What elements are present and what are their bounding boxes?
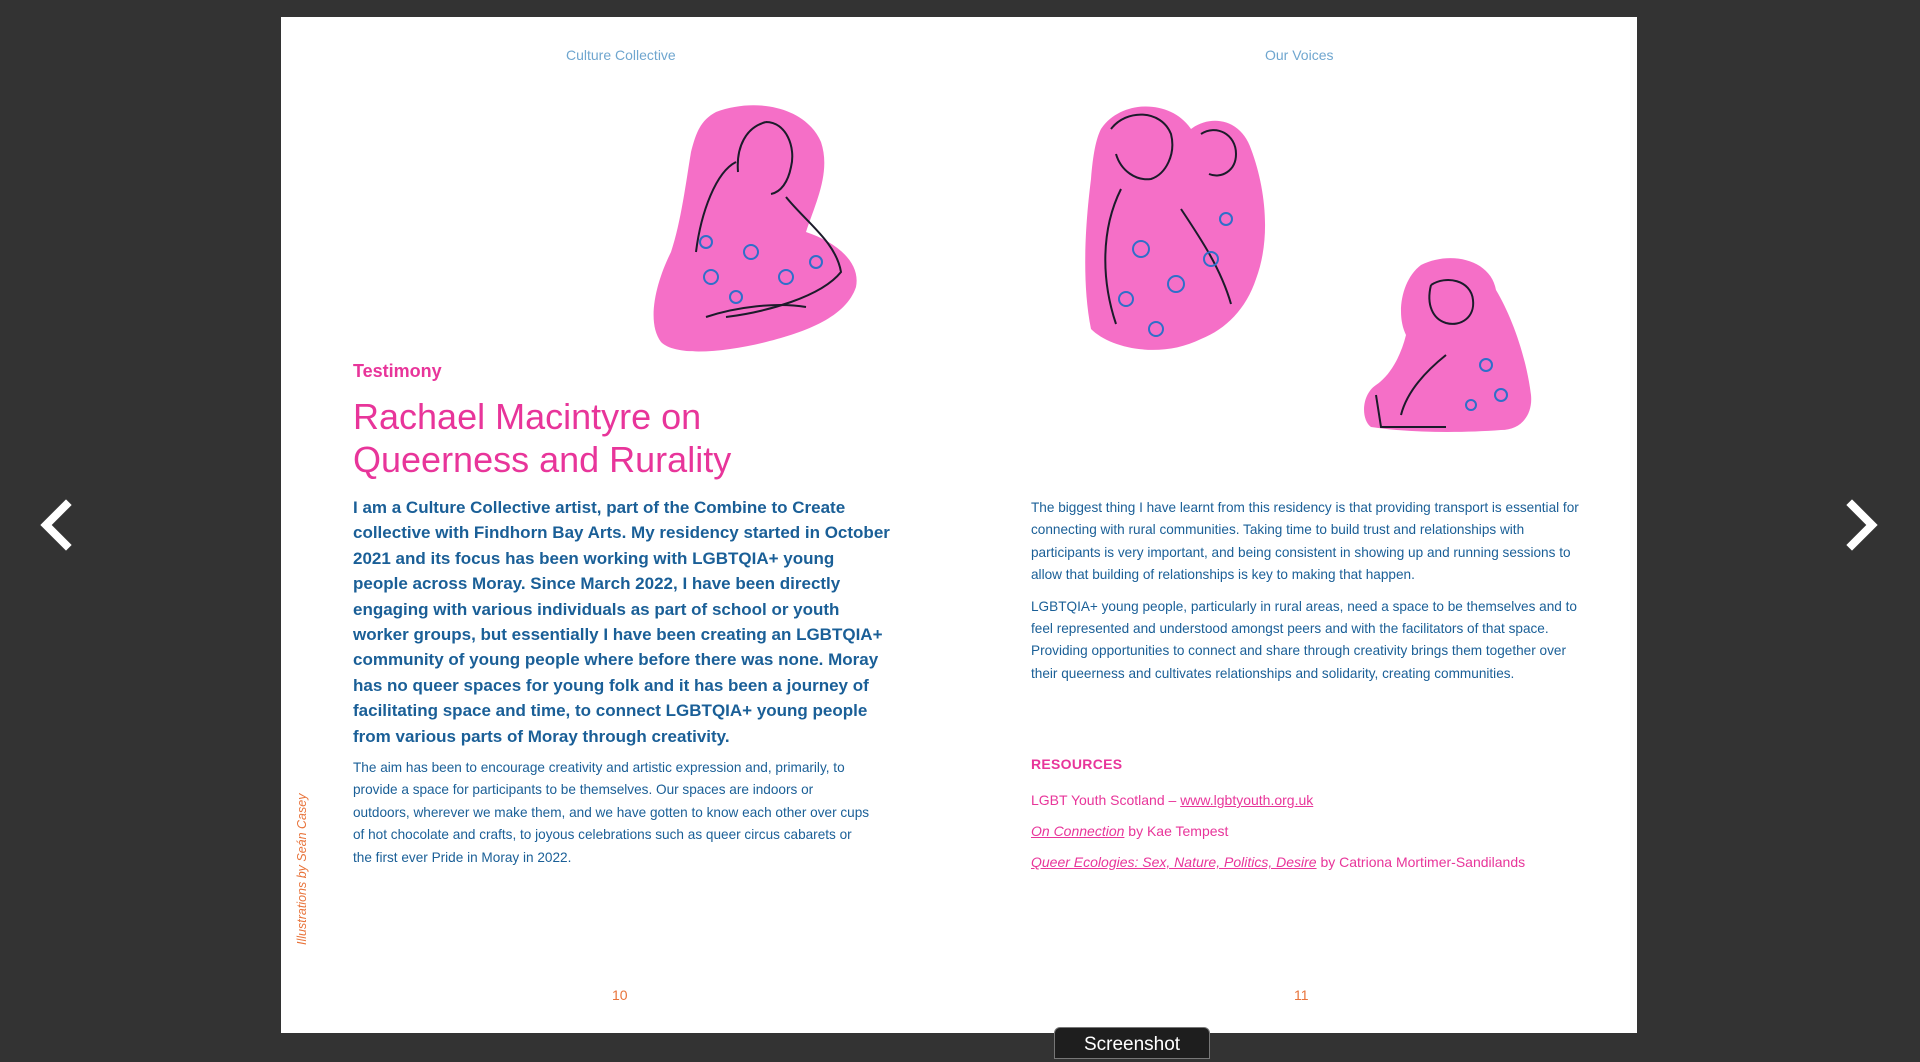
chevron-left-icon xyxy=(36,497,76,553)
resource-item xyxy=(1031,785,1591,816)
resources-list xyxy=(1031,785,1591,878)
right-column xyxy=(1031,497,1581,694)
article-title xyxy=(353,395,833,481)
resource-link-queer-ecologies[interactable]: Queer Ecologies: Sex, Nature, Politics, Desire xyxy=(1031,854,1317,870)
illustration-credit: Illustrations by Seán Casey xyxy=(295,793,309,945)
parent-child-illustration xyxy=(1081,99,1311,399)
resource-link-on-connection[interactable]: On Connection xyxy=(1031,823,1125,839)
resource-suffix: by Kae Tempest xyxy=(1124,823,1229,839)
left-body-paragraph: The aim has been to encourage creativity and artistic expression and, primarily, to provide a space for participants to be themselves. Our spaces are indoors or outdoors, wherever we make them, and we have gotten to know each other over cups of hot chocolate and crafts, to joyous celebrations such as queer circus cabarets or the first ever Pride in Moray in 2022. xyxy=(353,760,870,865)
next-page-button[interactable] xyxy=(1842,497,1882,553)
article-title-line-2: Queerness and Rurality xyxy=(353,439,732,480)
screenshot-tooltip: Screenshot xyxy=(1054,1027,1210,1059)
right-running-head: Our Voices xyxy=(1265,47,1334,63)
magazine-spread xyxy=(281,17,1637,1033)
resource-item xyxy=(1031,847,1591,878)
article-lede: I am a Culture Collective artist, part of the Combine to Create collective with Findhorn Bay Arts. My residency started in October 2021 and its focus has been working with LGBTQIA+ young people across Moray. Since March 2022, I have been directly engaging with various individuals as part of school or youth worker groups, but essentially I have been creating an LGBTQIA+ community of young people where before there was none. Moray has no queer spaces for young folk and it has been a journey of facilitating space and time, to connect LGBTQIA+ young people from various parts of Moray through creativity. xyxy=(353,498,890,746)
left-running-head: Culture Collective xyxy=(566,47,676,63)
resource-link-lgbt-youth[interactable]: www.lgbtyouth.org.uk xyxy=(1180,792,1314,808)
article-kicker: Testimony xyxy=(353,361,442,381)
child-laptop-illustration xyxy=(1361,255,1536,435)
resource-prefix: LGBT Youth Scotland – xyxy=(1031,792,1181,808)
resource-item xyxy=(1031,816,1591,847)
resources-heading: RESOURCES xyxy=(1031,756,1123,772)
right-paragraph-2: LGBTQIA+ young people, particularly in rural areas, need a space to be themselves and to feel represented and understood amongst peers and with the facilitators of that space. Providing opportunities to connect and share through creativity brings them together over their queerness and cultivates relationships and solidarity, creating communities. xyxy=(1031,598,1577,681)
chevron-right-icon xyxy=(1842,497,1882,553)
woman-illustration xyxy=(646,102,871,362)
left-page-number: 10 xyxy=(612,987,628,1003)
right-paragraph-1: The biggest thing I have learnt from this residency is that providing transport is essential for connecting with rural communities. Taking time to build trust and relationships with participants is very important, and being consistent in showing up and running sessions to allow that building of relationships is key to making that happen. xyxy=(1031,500,1579,583)
article-title-line-1: Rachael Macintyre on xyxy=(353,396,702,437)
previous-page-button[interactable] xyxy=(36,497,76,553)
right-page-number: 11 xyxy=(1294,987,1309,1003)
resource-suffix: by Catriona Mortimer-Sandilands xyxy=(1316,854,1526,870)
